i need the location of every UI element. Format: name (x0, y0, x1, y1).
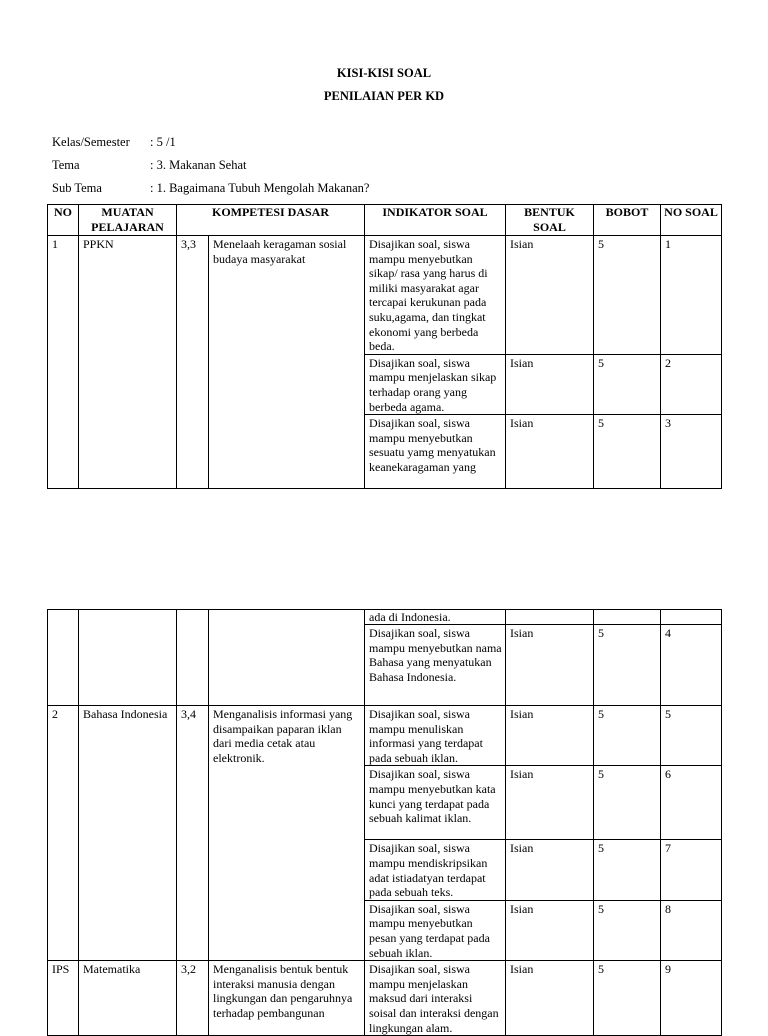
cell-bentuk: Isian (506, 236, 594, 355)
cell-bentuk: Isian (506, 900, 594, 960)
document-subtitle: PENILAIAN PER KD (323, 89, 445, 103)
cell-indikator-text: Disajikan soal, siswa mampu menyebutkan sesuatu yamg menyatukan keanekaragaman yang (369, 416, 496, 474)
cell-kd-code (177, 610, 209, 706)
cell-indikator: Disajikan soal, siswa mampu menyebutkan nama Bahasa yang menyatukan Bahasa Indonesia. (365, 625, 506, 706)
table-header-row (48, 205, 722, 236)
cell-kd-text: Menganalisis informasi yang disampaikan paparan iklan dari media cetak atau elektronik. (209, 706, 365, 961)
cell-no: 2 (48, 706, 79, 961)
cell-indikator: Disajikan soal, siswa mampu menjelaskan maksud dari interaksi soisal dan interaksi dengan lingkungan alam. (365, 961, 506, 1036)
cell-indikator: Disajikan soal, siswa mampu menyebutkan sikap/ rasa yang harus di miliki masyarakat agar tercapai kerukunan pada suku,agama, dan tingkat ekonomi yang berbeda beda. (365, 236, 506, 355)
header-no-soal: NO SOAL (661, 205, 722, 236)
header-kompetensi-dasar: KOMPETESI DASAR (177, 205, 365, 236)
cell-no: 1 (48, 236, 79, 489)
cell-no-soal (661, 610, 722, 625)
cell-no-soal: 9 (661, 961, 722, 1036)
cell-bobot: 5 (594, 354, 661, 414)
cell-bobot: 5 (594, 840, 661, 900)
cell-muatan: Bahasa Indonesia (79, 706, 177, 961)
cell-indikator: Disajikan soal, siswa mampu menyebutkan pesan yang terdapat pada sebuah iklan. (365, 900, 506, 960)
table-row (48, 610, 722, 625)
meta-label: Kelas/Semester (52, 135, 130, 149)
meta-value: : 3. Makanan Sehat (150, 158, 247, 172)
meta-label: Tema (52, 158, 80, 172)
cell-kd-code: 3,4 (177, 706, 209, 961)
cell-kd-text: Menelaah keragaman sosial budaya masyarakat (209, 236, 365, 489)
cell-bobot: 5 (594, 625, 661, 706)
cell-bentuk: Isian (506, 354, 594, 414)
cell-indikator-continuation: ada di Indonesia. (365, 610, 506, 625)
meta-label: Sub Tema (52, 181, 102, 195)
cell-no-soal: 6 (661, 766, 722, 840)
cell-bobot: 5 (594, 766, 661, 840)
cell-muatan (79, 610, 177, 706)
cell-bobot: 5 (594, 900, 661, 960)
cell-bentuk: Isian (506, 625, 594, 706)
cell-indikator: Disajikan soal, siswa mampu menjelaskan sikap terhadap orang yang berbeda agama. (365, 354, 506, 414)
cell-bentuk: Isian (506, 766, 594, 840)
cell-kd-text: Menganalisis bentuk bentuk interaksi manusia dengan lingkungan dan pengaruhnya terhadap pembangunan (209, 961, 365, 1036)
header-bentuk-soal: BENTUK SOAL (506, 205, 594, 236)
cell-no: IPS (48, 961, 79, 1036)
cell-bentuk: Isian (506, 961, 594, 1036)
cell-bobot: 5 (594, 706, 661, 766)
cell-bobot (594, 610, 661, 625)
cell-bentuk (506, 610, 594, 625)
cell-no-soal: 8 (661, 900, 722, 960)
cell-bentuk: Isian (506, 706, 594, 766)
cell-bentuk: Isian (506, 840, 594, 900)
cell-no-soal: 4 (661, 625, 722, 706)
cell-no-soal: 3 (661, 415, 722, 489)
cell-no (48, 610, 79, 706)
cell-no-soal: 7 (661, 840, 722, 900)
cell-no-soal: 5 (661, 706, 722, 766)
cell-no-soal: 1 (661, 236, 722, 355)
meta-value: : 5 /1 (150, 135, 176, 149)
cell-indikator: Disajikan soal, siswa mampu menyebutkan kata kunci yang terdapat pada sebuah kalimat iklan. (365, 766, 506, 840)
cell-indikator (365, 415, 506, 489)
table-row (48, 706, 722, 766)
cell-bentuk: Isian (506, 415, 594, 489)
kisi-kisi-table-page-1 (47, 204, 722, 489)
cell-kd-code: 3,3 (177, 236, 209, 489)
cell-indikator: Disajikan soal, siswa mampu mendiskripsikan adat istiadatyan terdapat pada sebuah teks. (365, 840, 506, 900)
kisi-kisi-table-page-2 (47, 609, 722, 1036)
header-no: NO (48, 205, 79, 236)
cell-muatan: Matematika (79, 961, 177, 1036)
cell-bobot: 5 (594, 415, 661, 489)
document-title: KISI-KISI SOAL (336, 66, 432, 80)
header-indikator-soal: INDIKATOR SOAL (365, 205, 506, 236)
header-muatan-pelajaran: MUATAN PELAJARAN (79, 205, 177, 236)
cell-bobot: 5 (594, 961, 661, 1036)
cell-indikator: Disajikan soal, siswa mampu menuliskan informasi yang terdapat pada sebuah iklan. (365, 706, 506, 766)
header-bobot: BOBOT (594, 205, 661, 236)
cell-kd-code: 3,2 (177, 961, 209, 1036)
cell-bobot: 5 (594, 236, 661, 355)
cell-muatan: PPKN (79, 236, 177, 489)
meta-value: : 1. Bagaimana Tubuh Mengolah Makanan? (150, 181, 370, 195)
cell-no-soal: 2 (661, 354, 722, 414)
cell-kd-text (209, 610, 365, 706)
table-row (48, 236, 722, 355)
table-row (48, 961, 722, 1036)
